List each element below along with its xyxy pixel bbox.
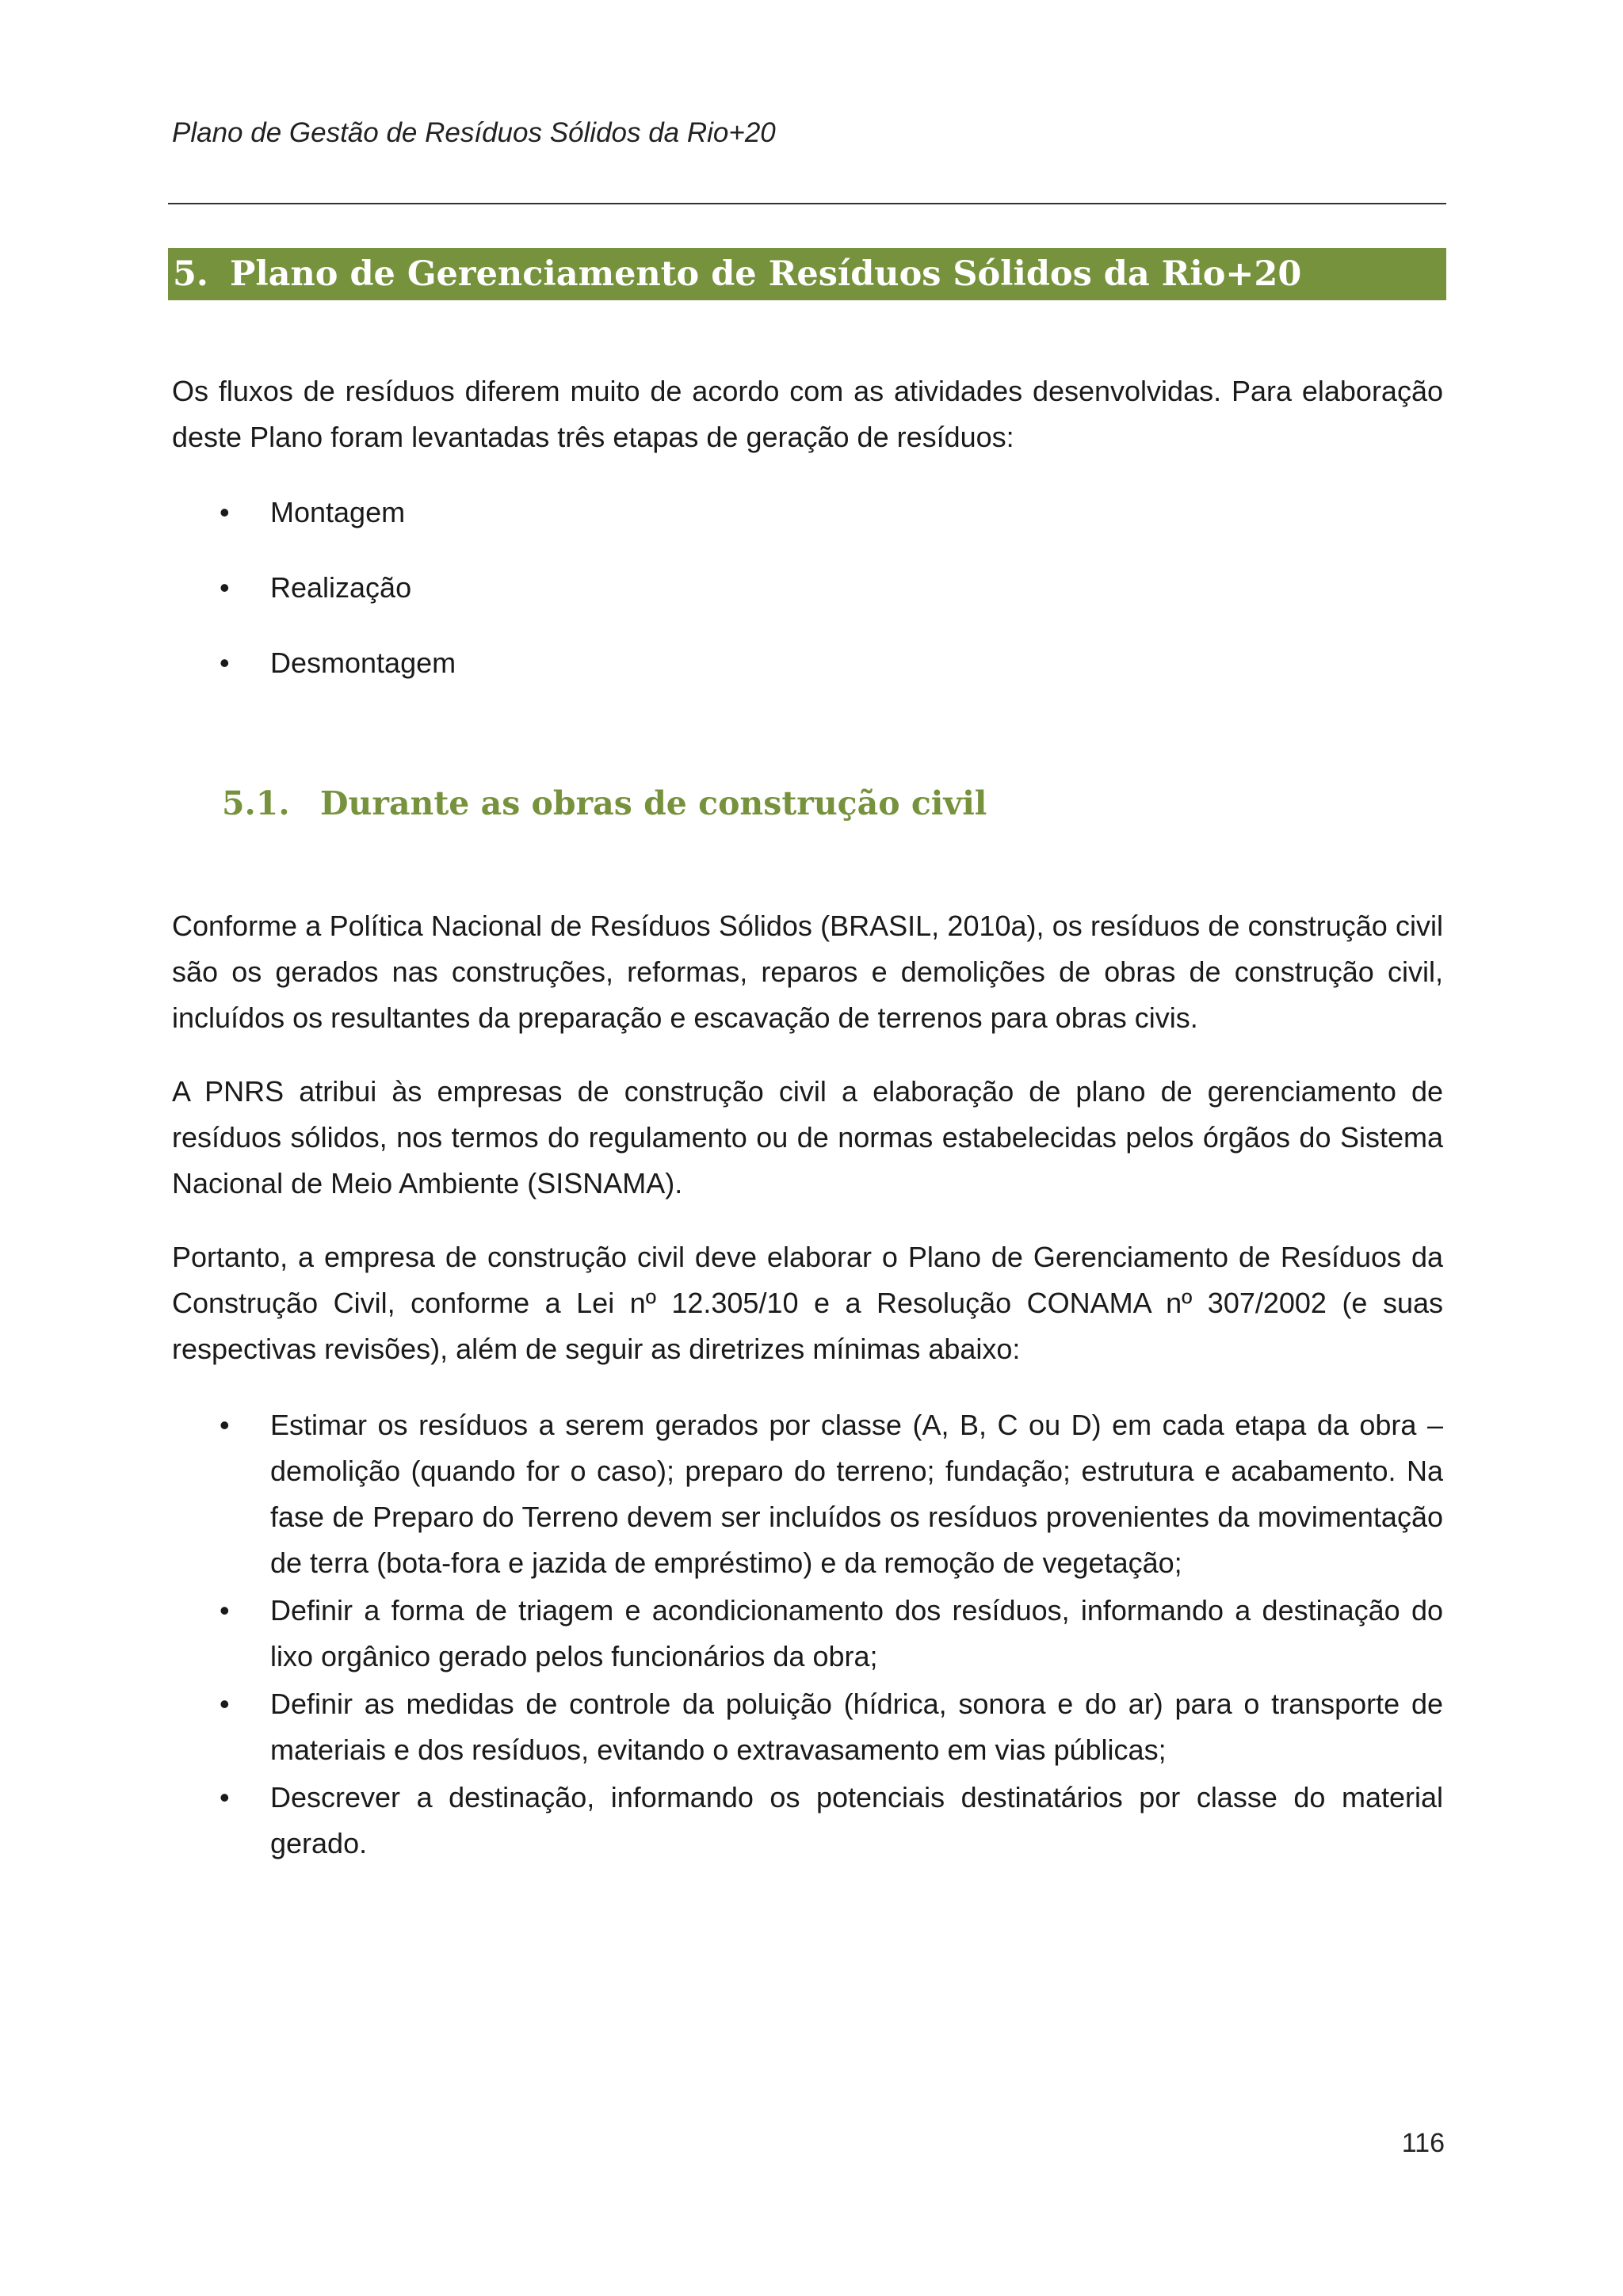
list-item <box>172 1775 1443 1867</box>
paragraph-pnrs: A PNRS atribui às empresas de construção civil a elaboração de plano de gerenciamento de resíduos sólidos, nos termos do regulamento ou de normas estabelecidas pelos órgãos do Sistema Nacional de Meio Ambiente (SISNAMA). <box>172 1075 1443 1199</box>
list-item-text: Realização <box>270 571 412 604</box>
header-rule <box>168 203 1446 204</box>
section-heading <box>222 784 987 822</box>
section-number: 5.1. <box>222 784 290 822</box>
list-item-text: Definir as medidas de controle da poluição (hídrica, sonora e do ar) para o transporte de materiais e dos resíduos, evitando o extravasamento em vias públicas; <box>270 1688 1443 1766</box>
chapter-number: 5. <box>173 254 208 294</box>
bullet-icon: • <box>220 571 230 604</box>
chapter-title: Plano de Gerenciamento de Resíduos Sólidos da Rio+20 <box>230 254 1302 294</box>
bullet-icon: • <box>220 646 230 679</box>
list-item-text: Descrever a destinação, informando os potenciais destinatários por classe do material gerado. <box>270 1781 1443 1859</box>
list-item-text: Desmontagem <box>270 646 456 679</box>
list-item-text: Definir a forma de triagem e acondicionamento dos resíduos, informando a destinação do lixo orgânico gerado pelos funcionários da obra; <box>270 1594 1443 1672</box>
section-title: Durante as obras de construção civil <box>320 784 987 822</box>
stages-list <box>172 490 1443 715</box>
list-item <box>172 640 1443 686</box>
intro-paragraph: Os fluxos de resíduos diferem muito de acordo com as atividades desenvolvidas. Para elaboração deste Plano foram levantadas três etapas de geração de resíduos: <box>172 375 1443 453</box>
bullet-icon: • <box>220 1409 230 1441</box>
bullet-icon: • <box>220 1688 230 1720</box>
bullet-icon: • <box>220 1781 230 1814</box>
list-item <box>172 1402 1443 1586</box>
list-item <box>172 490 1443 536</box>
page-number: 116 <box>1401 2128 1445 2158</box>
paragraph-portanto: Portanto, a empresa de construção civil deve elaborar o Plano de Gerenciamento de Resíduos da Construção Civil, conforme a Lei nº 12.305/10 e a Resolução CONAMA nº 307/2002 (e suas respectivas revisões), além de seguir as diretrizes mínimas abaixo: <box>172 1241 1443 1365</box>
list-item <box>172 565 1443 611</box>
paragraph-definition: Conforme a Política Nacional de Resíduos Sólidos (BRASIL, 2010a), os resíduos de construção civil são os gerados nas construções, reformas, reparos e demolições de obras de construção civil, incluídos os resultantes da preparação e escavação de terrenos para obras civis. <box>172 910 1443 1034</box>
running-header: Plano de Gestão de Resíduos Sólidos da Rio+20 <box>172 117 776 148</box>
chapter-heading <box>173 254 1301 294</box>
bullet-icon: • <box>220 1594 230 1627</box>
list-item-text: Montagem <box>270 496 406 528</box>
list-item <box>172 1681 1443 1773</box>
list-item-text: Estimar os resíduos a serem gerados por classe (A, B, C ou D) em cada etapa da obra – demolição (quando for o caso); preparo do terreno; fundação; estrutura e acabamento. Na fase de Preparo do Terreno devem ser incluídos os resíduos provenientes da movimentação de terra (bota-fora e jazida de empréstimo) e da remoção de vegetação; <box>270 1409 1443 1579</box>
bullet-icon: • <box>220 496 230 528</box>
chapter-heading-bar <box>168 248 1446 300</box>
list-item <box>172 1588 1443 1680</box>
guidelines-list <box>172 1402 1443 1868</box>
